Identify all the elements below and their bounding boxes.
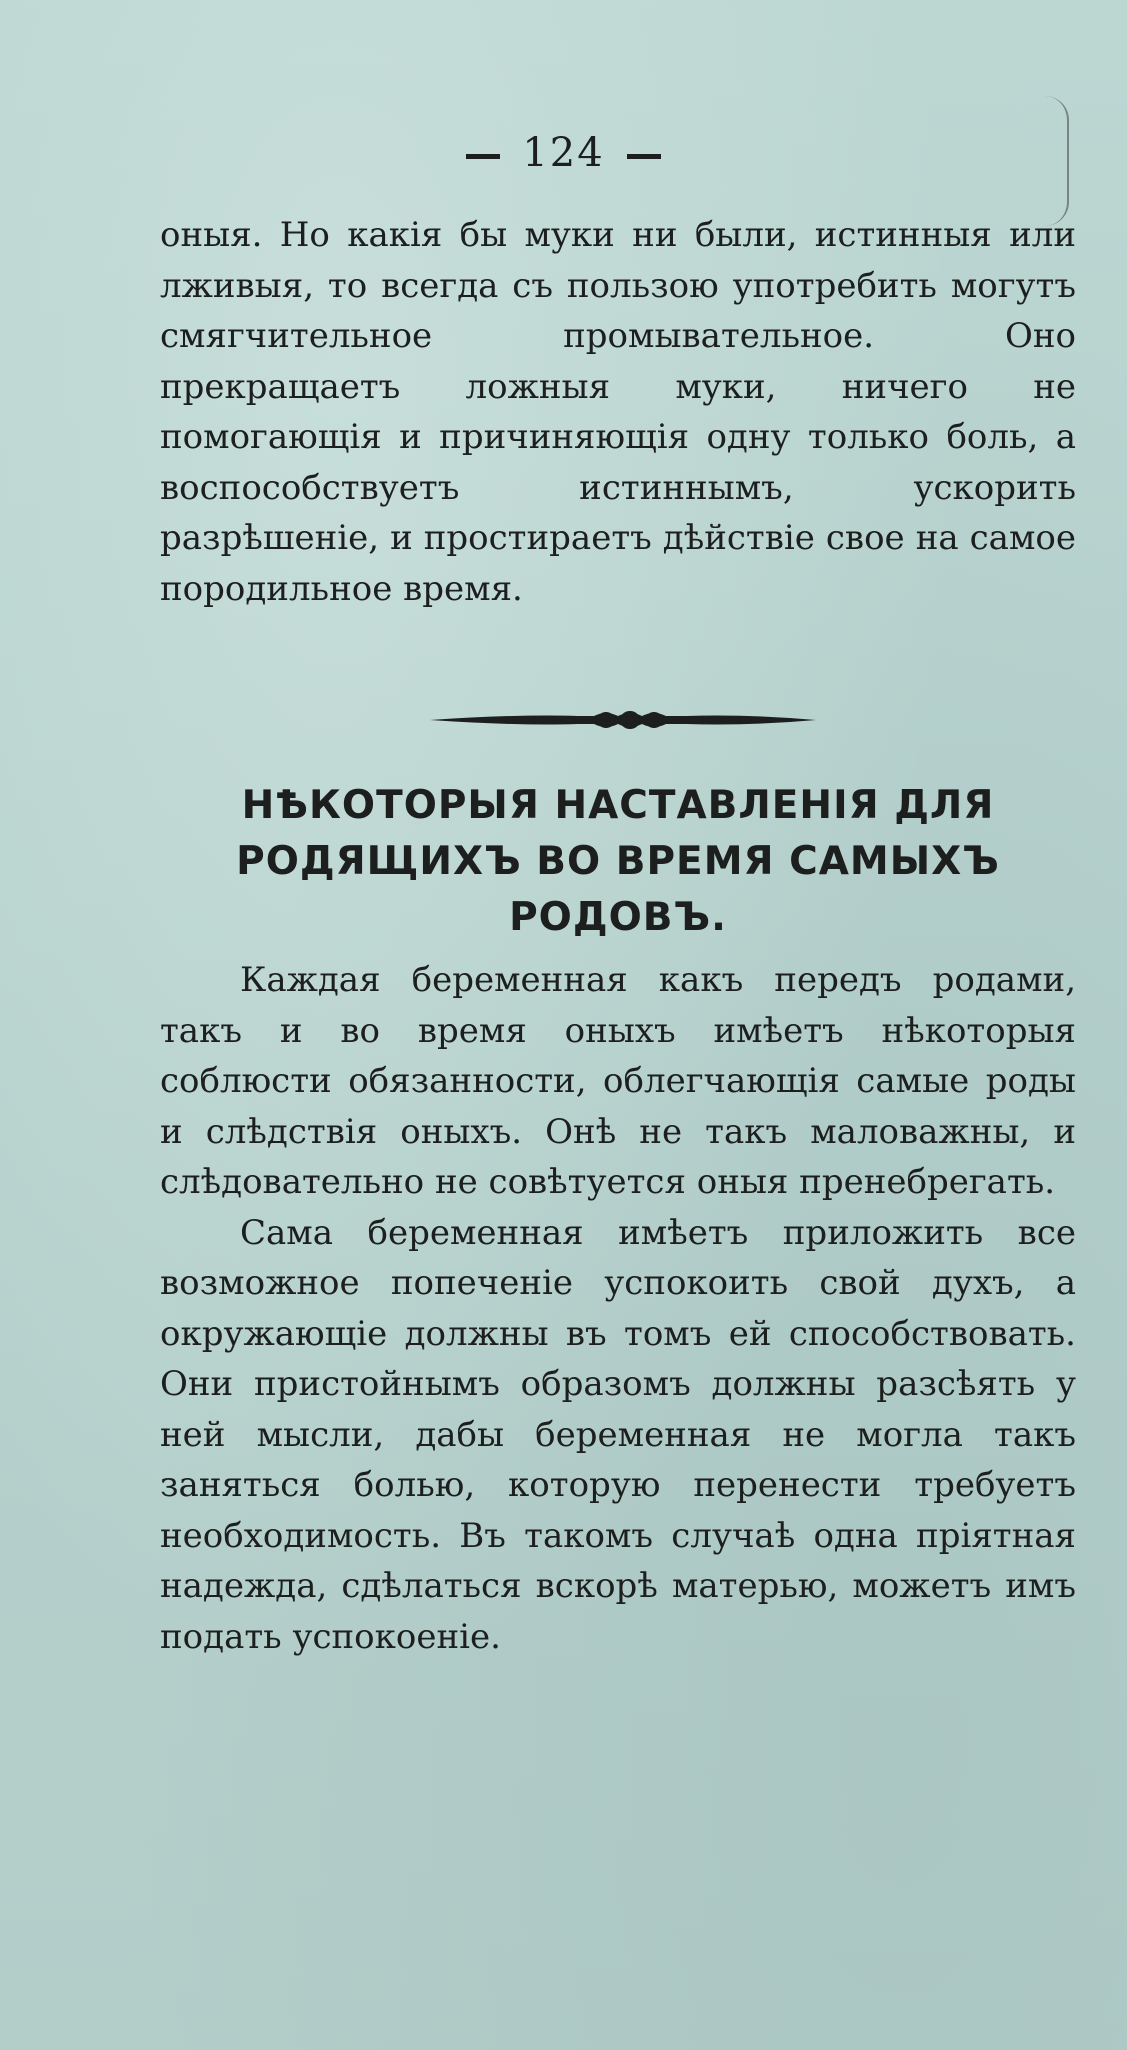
page-number-header — [0, 130, 1127, 176]
section-heading: НѢКОТОРЫЯ НАСТАВЛЕНІЯ ДЛЯ РОДЯЩИХЪ ВО ВРЕМЯ САМЫХЪ РОДОВЪ. — [236, 783, 1000, 940]
ornament-divider — [428, 703, 818, 737]
page-number: 124 — [522, 130, 605, 176]
paragraph-3: Сама беременная имѣетъ приложить все возможное попеченіе успокоить свой духъ, а окружающіе должны въ томъ ей способствовать. Они пристойнымъ образомъ должны разсѣять у ней мысли, дабы беременная не могла такъ заняться болью, которую перенести требуетъ необходимость. Въ такомъ случаѣ одна пріятная надежда, сдѣлаться вскорѣ матерью, можетъ имъ подать успокоеніе. — [160, 1212, 1076, 1657]
paragraph-1: оныя. Но какія бы муки ни были, истинныя или лживыя, то всегда съ пользою употребить могутъ смягчительное промывательное. Оно прекращаетъ ложныя муки, ничего не помогающія и причиняющія одну только боль, а воспособствуетъ истиннымъ, ускорить разрѣшеніе, и простираетъ дѣйствіе свое на самое породильное время. — [160, 215, 1076, 609]
text-block-1 — [160, 210, 1076, 614]
dash-right — [627, 154, 661, 159]
dash-left — [466, 154, 500, 159]
paragraph-2: Каждая беременная какъ передъ родами, такъ и во время оныхъ имѣетъ нѣкоторыя соблюсти обязанности, облегчающія самые роды и слѣдствія оныхъ. Онѣ не такъ маловажны, и слѣдовательно не совѣтуется оныя пренебрегать. — [160, 960, 1076, 1202]
text-block-2 — [160, 955, 1076, 1662]
